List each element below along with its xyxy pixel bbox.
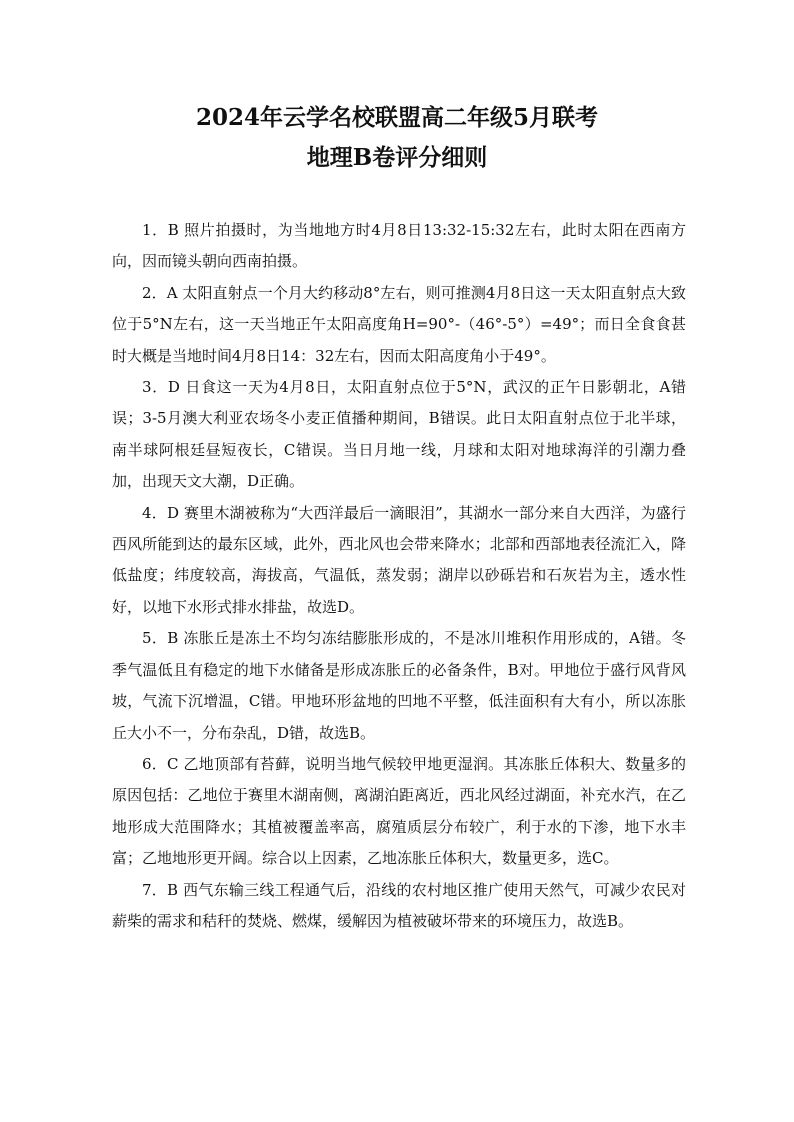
answer-paragraph-1: 1．B 照片拍摄时，为当地地方时4月8日13:32-15:32左右，此时太阳在西南方向，因而镜头朝向西南拍摄。 [112, 221, 686, 271]
document-subtitle: 地理B卷评分细则 [306, 144, 488, 171]
answer-paragraph-7: 7．B 西气东输三线工程通气后，沿线的农村地区推广使用天然气，可减少农民对薪柴的需求和秸秆的焚烧、燃煤，缓解因为植被破坏带来的环境压力，故选B。 [112, 880, 686, 930]
answer-paragraph-5: 5．B 冻胀丘是冻土不均匀冻结膨胀形成的，不是冰川堆积作用形成的，A错。冬季气温低且有稳定的地下水储备是形成冻胀丘的必备条件，B对。甲地位于盛行风背风坡，气流下沉增温，C错。甲地环形盆地的凹地不平整，低洼面积有大有小，所以冻胀丘大小不一，分布杂乱，D错，故选B。 [112, 629, 686, 742]
answer-paragraph-6: 6．C 乙地顶部有苔藓，说明当地气候较甲地更湿润。其冻胀丘体积大、数量多的原因包括：乙地位于赛里木湖南侧，离湖泊距离近，西北风经过湖面，补充水汽，在乙地形成大范围降水；其植被覆盖率高，腐殖质层分布较广，利于水的下渗，地下水丰富；乙地地形更开阔。综合以上因素，乙地冻胀丘体积大，数量更多，选C。 [112, 754, 686, 868]
document-title: 2024年云学名校联盟高二年级5月联考 [195, 104, 599, 131]
answer-list [112, 215, 686, 937]
answer-paragraph-4: 4．D 赛里木湖被称为“大西洋最后一滴眼泪”，其湖水一部分来自大西洋，为盛行西风所能到达的最东区域，此外，西北风也会带来降水；北部和西部地表径流汇入，降低盐度；纬度较高，海拔高，气温低，蒸发弱；湖岸以砂砾岩和石灰岩为主，透水性好，以地下水形式排水排盐，故选D。 [112, 503, 686, 616]
answer-paragraph-3: 3．D 日食这一天为4月8日，太阳直射点位于5°N，武汉的正午日影朝北，A错误；3-5月澳大利亚农场冬小麦正值播种期间，B错误。此日太阳直射点位于北半球，南半球阿根廷昼短夜长，C错误。当日月地一线，月球和太阳对地球海洋的引潮力叠加，出现天文大潮，D正确。 [112, 378, 686, 491]
answer-paragraph-2: 2．A 太阳直射点一个月大约移动8°左右，则可推测4月8日这一天太阳直射点大致位于5°N左右，这一天当地正午太阳高度角H=90°-（46°-5°）=49°；而日全食食甚时大概是当地时间4月8日14：32左右，因而太阳高度角小于49°。 [112, 283, 686, 365]
